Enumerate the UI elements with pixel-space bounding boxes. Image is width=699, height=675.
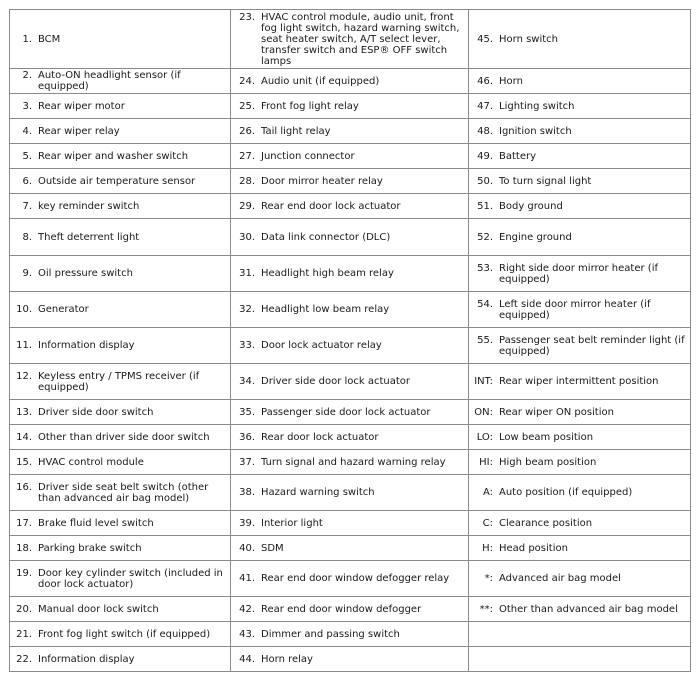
legend-number: 33. — [239, 340, 255, 351]
legend-description: Front fog light relay — [261, 100, 359, 112]
legend-number: 27. — [239, 150, 255, 162]
legend-cell — [10, 194, 231, 219]
table-row — [10, 10, 691, 69]
legend-number: 8. — [22, 231, 32, 243]
legend-cell — [231, 450, 469, 475]
legend-cell — [469, 647, 691, 672]
legend-number: 50. — [477, 175, 493, 187]
legend-number: C: — [482, 517, 493, 529]
legend-number: 21. — [16, 628, 32, 640]
legend-cell — [10, 511, 231, 536]
legend-number: 6. — [22, 175, 32, 187]
legend-description: Left side door mirror heater (if equipped) — [499, 298, 651, 321]
legend-number: 14. — [16, 431, 32, 443]
legend-cell — [10, 475, 231, 511]
legend-description: Door key cylinder switch (included in door lock actuator) — [38, 567, 223, 590]
legend-description: Manual door lock switch — [38, 603, 159, 615]
legend-cell — [231, 69, 469, 94]
legend-description: Passenger side door lock actuator — [261, 406, 431, 418]
table-row — [10, 561, 691, 597]
legend-number: 34. — [239, 376, 255, 387]
legend-description: Oil pressure switch — [38, 268, 133, 279]
legend-number: 11. — [16, 340, 32, 351]
legend-number: INT: — [474, 376, 493, 387]
legend-number: 2. — [22, 70, 32, 81]
table-row — [10, 536, 691, 561]
legend-description: Front fog light switch (if equipped) — [38, 628, 211, 640]
legend-cell — [469, 400, 691, 425]
legend-number: 25. — [239, 100, 255, 112]
legend-number: 51. — [477, 200, 493, 212]
legend-cell — [469, 536, 691, 561]
legend-description: Hazard warning switch — [261, 487, 375, 498]
legend-description: Rear wiper and washer switch — [38, 150, 189, 162]
legend-description: Right side door mirror heater (if equipped) — [499, 262, 658, 285]
table-row — [10, 450, 691, 475]
legend-cell — [231, 511, 469, 536]
legend-number: 7. — [22, 200, 32, 212]
legend-number: 22. — [16, 653, 32, 665]
legend-cell — [469, 328, 691, 364]
legend-description: Horn — [499, 75, 523, 87]
legend-number: 15. — [16, 456, 32, 468]
legend-description: Information display — [38, 340, 135, 351]
legend-cell — [231, 144, 469, 169]
legend-description: Rear wiper ON position — [499, 406, 614, 418]
legend-number: 37. — [239, 456, 255, 468]
table-row — [10, 69, 691, 94]
legend-number: 24. — [239, 75, 255, 87]
legend-number: 18. — [16, 542, 32, 554]
legend-number: 16. — [16, 481, 32, 493]
legend-description: Theft deterrent light — [38, 231, 140, 243]
legend-cell — [469, 219, 691, 256]
legend-number: 55. — [477, 334, 493, 346]
legend-description: SDM — [261, 542, 284, 554]
legend-description: Driver side door switch — [38, 406, 154, 418]
table-row — [10, 292, 691, 328]
legend-description: BCM — [38, 33, 61, 45]
legend-description: Ignition switch — [499, 125, 572, 137]
table-row — [10, 647, 691, 672]
legend-number: 23. — [239, 11, 255, 23]
table-row — [10, 328, 691, 364]
legend-number: 19. — [16, 567, 32, 579]
legend-description: High beam position — [499, 456, 597, 468]
legend-description: Auto-ON headlight sensor (if equipped) — [38, 70, 181, 92]
legend-cell — [10, 69, 231, 94]
legend-cell — [10, 10, 231, 69]
legend-number: 30. — [239, 231, 255, 243]
legend-number: H: — [482, 542, 493, 554]
legend-cell — [10, 169, 231, 194]
legend-cell — [469, 475, 691, 511]
legend-description: Horn switch — [499, 33, 559, 45]
legend-description: Driver side door lock actuator — [261, 376, 411, 387]
legend-body — [10, 10, 691, 672]
legend-cell — [10, 450, 231, 475]
legend-description: Data link connector (DLC) — [261, 231, 391, 243]
legend-cell — [469, 144, 691, 169]
legend-description: Horn relay — [261, 653, 313, 665]
legend-cell — [10, 536, 231, 561]
legend-number: 26. — [239, 125, 255, 137]
legend-description: Battery — [499, 150, 537, 162]
legend-cell — [231, 219, 469, 256]
table-row — [10, 194, 691, 219]
legend-cell — [469, 119, 691, 144]
legend-number: 20. — [16, 603, 32, 615]
legend-cell — [10, 219, 231, 256]
legend-cell — [469, 622, 691, 647]
table-row — [10, 400, 691, 425]
legend-cell — [231, 536, 469, 561]
table-row — [10, 364, 691, 400]
legend-cell — [231, 425, 469, 450]
legend-description: Head position — [499, 542, 568, 554]
table-row — [10, 256, 691, 292]
legend-cell — [231, 561, 469, 597]
legend-cell — [10, 364, 231, 400]
legend-cell — [10, 647, 231, 672]
legend-cell — [469, 450, 691, 475]
legend-description: To turn signal light — [499, 175, 592, 187]
legend-cell — [469, 94, 691, 119]
legend-description: Door mirror heater relay — [261, 175, 383, 187]
legend-description: Outside air temperature sensor — [38, 175, 196, 187]
legend-number: *: — [484, 573, 493, 584]
legend-number: 52. — [477, 231, 493, 243]
legend-number: LO: — [476, 431, 493, 443]
legend-description: Interior light — [261, 517, 323, 529]
legend-table — [9, 9, 691, 672]
legend-cell — [469, 364, 691, 400]
table-row — [10, 597, 691, 622]
legend-number: A: — [482, 487, 493, 498]
legend-cell — [469, 194, 691, 219]
legend-number: 5. — [22, 150, 32, 162]
table-row — [10, 219, 691, 256]
legend-description: Passenger seat belt reminder light (if equipped) — [499, 334, 685, 357]
legend-number: 10. — [16, 304, 32, 315]
legend-cell — [10, 328, 231, 364]
legend-cell — [10, 597, 231, 622]
legend-cell — [231, 119, 469, 144]
legend-number: 17. — [16, 517, 32, 529]
legend-cell — [469, 10, 691, 69]
legend-description: Parking brake switch — [38, 542, 142, 554]
legend-description: Audio unit (if equipped) — [261, 75, 380, 87]
legend-number: 43. — [239, 628, 255, 640]
legend-description: Door lock actuator relay — [261, 340, 382, 351]
legend-description: HVAC control module, audio unit, front fog light switch, hazard warning switch, seat heater switch, A/T select lever, transfer switch and ESP® OFF switch lamps — [261, 11, 460, 67]
table-row — [10, 94, 691, 119]
legend-cell — [10, 119, 231, 144]
legend-cell — [231, 169, 469, 194]
table-row — [10, 144, 691, 169]
legend-description: Information display — [38, 653, 135, 665]
legend-description: Other than driver side door switch — [38, 431, 210, 443]
legend-number: 53. — [477, 262, 493, 274]
table-row — [10, 511, 691, 536]
legend-cell — [10, 144, 231, 169]
legend-number: 9. — [22, 268, 32, 279]
legend-description: Driver side seat belt switch (other than advanced air bag model) — [38, 481, 209, 504]
legend-number: 45. — [477, 33, 493, 45]
legend-number: 38. — [239, 487, 255, 498]
legend-number: 54. — [477, 298, 493, 310]
legend-description: Other than advanced air bag model — [499, 603, 678, 615]
table-row — [10, 622, 691, 647]
legend-description: Rear wiper intermittent position — [499, 376, 659, 387]
legend-description: Generator — [38, 304, 89, 315]
legend-cell — [10, 425, 231, 450]
legend-description: Rear end door window defogger relay — [261, 573, 450, 584]
legend-description: Low beam position — [499, 431, 594, 443]
table-row — [10, 425, 691, 450]
legend-number: 41. — [239, 573, 255, 584]
legend-cell — [231, 647, 469, 672]
legend-description: Brake fluid level switch — [38, 517, 154, 529]
legend-cell — [10, 400, 231, 425]
legend-number: 31. — [239, 268, 255, 279]
legend-description: Engine ground — [499, 231, 572, 243]
legend-number: 39. — [239, 517, 255, 529]
legend-number: 35. — [239, 406, 255, 418]
legend-cell — [231, 292, 469, 328]
legend-number: 28. — [239, 175, 255, 187]
legend-cell — [469, 511, 691, 536]
legend-number: ON: — [474, 406, 493, 418]
legend-cell — [469, 425, 691, 450]
legend-cell — [231, 400, 469, 425]
legend-number: 47. — [477, 100, 493, 112]
legend-number: 13. — [16, 406, 32, 418]
legend-description: Body ground — [499, 200, 563, 212]
legend-description: Tail light relay — [261, 125, 331, 137]
legend-cell — [231, 364, 469, 400]
legend-cell — [231, 597, 469, 622]
legend-description: Junction connector — [261, 150, 355, 162]
legend-description: Advanced air bag model — [499, 573, 621, 584]
legend-description: Rear wiper relay — [38, 125, 120, 137]
legend-description: Headlight high beam relay — [261, 268, 394, 279]
legend-cell — [231, 194, 469, 219]
legend-number: 49. — [477, 150, 493, 162]
legend-cell — [231, 328, 469, 364]
legend-description: Lighting switch — [499, 100, 575, 112]
legend-number: 46. — [477, 75, 493, 87]
legend-description: Dimmer and passing switch — [261, 628, 400, 640]
legend-description: Rear end door window defogger — [261, 603, 422, 615]
legend-cell — [469, 69, 691, 94]
legend-cell — [469, 256, 691, 292]
legend-cell — [10, 561, 231, 597]
table-row — [10, 119, 691, 144]
legend-number: 48. — [477, 125, 493, 137]
legend-cell — [469, 292, 691, 328]
legend-cell — [10, 256, 231, 292]
legend-number: 3. — [22, 100, 32, 112]
legend-cell — [231, 256, 469, 292]
table-row — [10, 169, 691, 194]
legend-description: Rear end door lock actuator — [261, 200, 401, 212]
legend-cell — [10, 94, 231, 119]
legend-description: HVAC control module — [38, 456, 144, 468]
legend-number: 42. — [239, 603, 255, 615]
legend-description: Turn signal and hazard warning relay — [261, 456, 446, 468]
legend-cell — [231, 10, 469, 69]
legend-number: 40. — [239, 542, 255, 554]
legend-description: Rear wiper motor — [38, 100, 125, 112]
legend-number: 32. — [239, 304, 255, 315]
legend-number: HI: — [479, 456, 493, 468]
legend-number: 12. — [16, 370, 32, 382]
legend-number: 44. — [239, 653, 255, 665]
legend-number: 36. — [239, 431, 255, 443]
legend-number: 29. — [239, 200, 255, 212]
legend-cell — [469, 169, 691, 194]
legend-description: Keyless entry / TPMS receiver (if equipped) — [38, 370, 200, 393]
legend-cell — [469, 597, 691, 622]
legend-description: Headlight low beam relay — [261, 304, 390, 315]
legend-cell — [231, 94, 469, 119]
legend-number: **: — [479, 603, 493, 615]
legend-cell — [231, 622, 469, 647]
legend-description: key reminder switch — [38, 200, 140, 212]
legend-cell — [231, 475, 469, 511]
legend-cell — [469, 561, 691, 597]
legend-description: Auto position (if equipped) — [499, 487, 633, 498]
legend-description: Rear door lock actuator — [261, 431, 379, 443]
legend-number: 4. — [22, 125, 32, 137]
legend-cell — [10, 622, 231, 647]
table-row — [10, 475, 691, 511]
legend-cell — [10, 292, 231, 328]
legend-description: Clearance position — [499, 517, 593, 529]
legend-number: 1. — [22, 33, 32, 45]
